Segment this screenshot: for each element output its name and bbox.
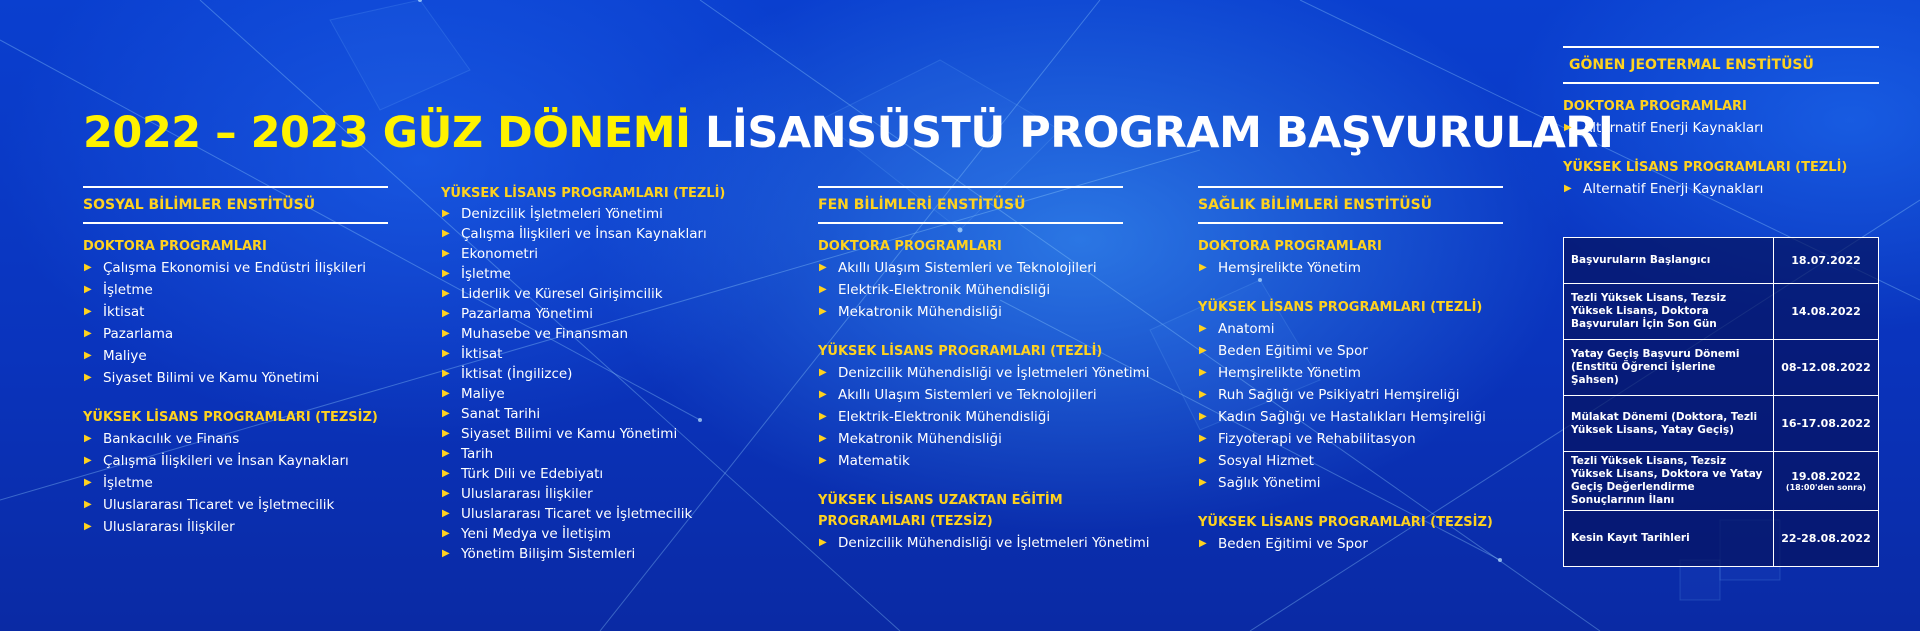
list-item: ▶ Siyaset Bilimi ve Kamu Yönetimi [83,367,388,389]
list-item: ▶ Beden Eğitimi ve Spor [1198,340,1503,362]
sosyal-tezsiz-title: YÜKSEK LİSANS PROGRAMLARI (TEZSİZ) [83,410,378,425]
list-item: ▶ Sağlık Yönetimi [1198,472,1503,494]
list-item: ▶ Alternatif Enerji Kaynakları [1563,117,1879,139]
saglik-column [1198,186,1503,555]
schedule-date: 19.08.2022 [1791,470,1861,483]
saglik-tezli-title: YÜKSEK LİSANS PROGRAMLARI (TEZLİ) [1198,300,1483,315]
list-item: ▶ Denizcilik İşletmeleri Yönetimi [441,204,741,224]
fen-institute-title: FEN BİLİMLERİ ENSTİTÜSÜ [818,186,1123,224]
saglik-tezli-list [1198,318,1503,494]
schedule-table [1563,237,1879,567]
sosyal-tezli-column [441,183,741,564]
schedule-date-cell [1774,452,1879,511]
gonen-column [1563,46,1879,200]
list-item: ▶ Matematik [818,450,1123,472]
table-row [1564,511,1879,567]
sosyal-column [83,186,388,538]
schedule-date: 18.07.2022 [1774,238,1879,284]
sosyal-tezli-title: YÜKSEK LİSANS PROGRAMLARI (TEZLİ) [441,186,726,201]
list-item: ▶ Mekatronik Mühendisliği [818,428,1123,450]
schedule-label: Tezli Yüksek Lisans, Tezsiz Yüksek Lisans, Doktora Başvuruları İçin Son Gün [1564,284,1774,340]
schedule-date: 16-17.08.2022 [1774,396,1879,452]
list-item: ▶ Liderlik ve Küresel Girişimcilik [441,284,741,304]
headline-term: 2022 – 2023 GÜZ DÖNEMİ [83,108,691,158]
list-item: ▶ Yönetim Bilişim Sistemleri [441,544,741,564]
fen-uzaktan-title-line1: YÜKSEK LİSANS UZAKTAN EĞİTİM [818,493,1063,508]
list-item: ▶ Çalışma Ekonomisi ve Endüstri İlişkileri [83,257,388,279]
headline-title: LİSANSÜSTÜ PROGRAM BAŞVURULARI [705,108,1614,158]
sosyal-institute-title: SOSYAL BİLİMLER ENSTİTÜSÜ [83,186,388,224]
list-item: ▶ Uluslararası Ticaret ve İşletmecilik [83,494,388,516]
schedule-date: 14.08.2022 [1774,284,1879,340]
list-item: ▶ İşletme [83,279,388,301]
list-item: ▶ Hemşirelikte Yönetim [1198,257,1503,279]
list-item: ▶ Beden Eğitimi ve Spor [1198,533,1503,555]
list-item: ▶ Sanat Tarihi [441,404,741,424]
list-item: ▶ Denizcilik Mühendisliği ve İşletmeleri Yönetimi [818,532,1123,554]
list-item: ▶ Fizyoterapi ve Rehabilitasyon [1198,428,1503,450]
list-item: ▶ Uluslararası İlişkiler [441,484,741,504]
schedule-label: Başvuruların Başlangıcı [1564,238,1774,284]
gonen-institute-title: GÖNEN JEOTERMAL ENSTİTÜSÜ [1563,46,1879,84]
list-item: ▶ Anatomi [1198,318,1503,340]
schedule-date: 22-28.08.2022 [1774,511,1879,567]
fen-column [818,186,1150,554]
list-item: ▶ Siyaset Bilimi ve Kamu Yönetimi [441,424,741,444]
list-item: ▶ Sosyal Hizmet [1198,450,1503,472]
schedule-date-note: (18:00'den sonra) [1785,483,1867,492]
table-row [1564,340,1879,396]
sosyal-tezsiz-list [83,428,388,538]
saglik-doktora-list [1198,257,1503,279]
list-item: ▶ Tarih [441,444,741,464]
list-item: ▶ Uluslararası Ticaret ve İşletmecilik [441,504,741,524]
list-item: ▶ Çalışma İlişkileri ve İnsan Kaynakları [441,224,741,244]
list-item: ▶ Denizcilik Mühendisliği ve İşletmeleri Yönetimi [818,362,1123,384]
schedule-label: Kesin Kayıt Tarihleri [1564,511,1774,567]
sosyal-doktora-title: DOKTORA PROGRAMLARI [83,239,267,254]
list-item: ▶ Elektrik-Elektronik Mühendisliği [818,279,1123,301]
list-item: ▶ İşletme [441,264,741,284]
list-item: ▶ Maliye [83,345,388,367]
list-item: ▶ Türk Dili ve Edebiyatı [441,464,741,484]
sosyal-tezli-list [441,204,741,564]
list-item: ▶ Mekatronik Mühendisliği [818,301,1123,323]
list-item: ▶ İktisat (İngilizce) [441,364,741,384]
gonen-tezli-title: YÜKSEK LİSANS PROGRAMLARI (TEZLİ) [1563,160,1848,175]
list-item: ▶ Uluslararası İlişkiler [83,516,388,538]
saglik-tezsiz-list [1198,533,1503,555]
schedule-label: Yatay Geçiş Başvuru Dönemi (Enstitü Öğrenci İşlerine Şahsen) [1564,340,1774,396]
list-item: ▶ İşletme [83,472,388,494]
fen-uzaktan-title-line2: PROGRAMLARI (TEZSİZ) [818,514,993,529]
gonen-tezli-list [1563,178,1879,200]
page-headline [83,108,1613,158]
list-item: ▶ Kadın Sağlığı ve Hastalıkları Hemşireliği [1198,406,1503,428]
list-item: ▶ Ekonometri [441,244,741,264]
sosyal-doktora-list [83,257,388,389]
list-item: ▶ Bankacılık ve Finans [83,428,388,450]
list-item: ▶ Pazarlama [83,323,388,345]
list-item: ▶ Hemşirelikte Yönetim [1198,362,1503,384]
list-item: ▶ Yeni Medya ve İletişim [441,524,741,544]
list-item: ▶ İktisat [83,301,388,323]
table-row [1564,238,1879,284]
list-item: ▶ Ruh Sağlığı ve Psikiyatri Hemşireliği [1198,384,1503,406]
list-item: ▶ Pazarlama Yönetimi [441,304,741,324]
fen-doktora-list [818,257,1123,323]
saglik-doktora-title: DOKTORA PROGRAMLARI [1198,239,1382,254]
table-row [1564,452,1879,511]
gonen-doktora-list [1563,117,1879,139]
table-row [1564,396,1879,452]
schedule-label: Tezli Yüksek Lisans, Tezsiz Yüksek Lisans, Doktora ve Yatay Geçiş Değerlendirme Sonuçlarının İlanı [1564,452,1774,511]
schedule-date: 08-12.08.2022 [1774,340,1879,396]
saglik-institute-title: SAĞLIK BİLİMLERİ ENSTİTÜSÜ [1198,186,1503,224]
list-item: ▶ Alternatif Enerji Kaynakları [1563,178,1879,200]
fen-uzaktan-list [818,532,1150,554]
fen-tezli-list [818,362,1150,472]
list-item: ▶ Muhasebe ve Finansman [441,324,741,344]
gonen-doktora-title: DOKTORA PROGRAMLARI [1563,99,1747,114]
list-item: ▶ Maliye [441,384,741,404]
schedule-label: Mülakat Dönemi (Doktora, Tezli Yüksek Lisans, Yatay Geçiş) [1564,396,1774,452]
list-item: ▶ Elektrik-Elektronik Mühendisliği [818,406,1123,428]
saglik-tezsiz-title: YÜKSEK LİSANS PROGRAMLARI (TEZSİZ) [1198,515,1493,530]
list-item: ▶ Akıllı Ulaşım Sistemleri ve Teknolojileri [818,384,1123,406]
list-item: ▶ Çalışma İlişkileri ve İnsan Kaynakları [83,450,388,472]
table-row [1564,284,1879,340]
list-item: ▶ Akıllı Ulaşım Sistemleri ve Teknolojileri [818,257,1123,279]
list-item: ▶ İktisat [441,344,741,364]
fen-tezli-title: YÜKSEK LİSANS PROGRAMLARI (TEZLİ) [818,344,1103,359]
fen-doktora-title: DOKTORA PROGRAMLARI [818,239,1002,254]
